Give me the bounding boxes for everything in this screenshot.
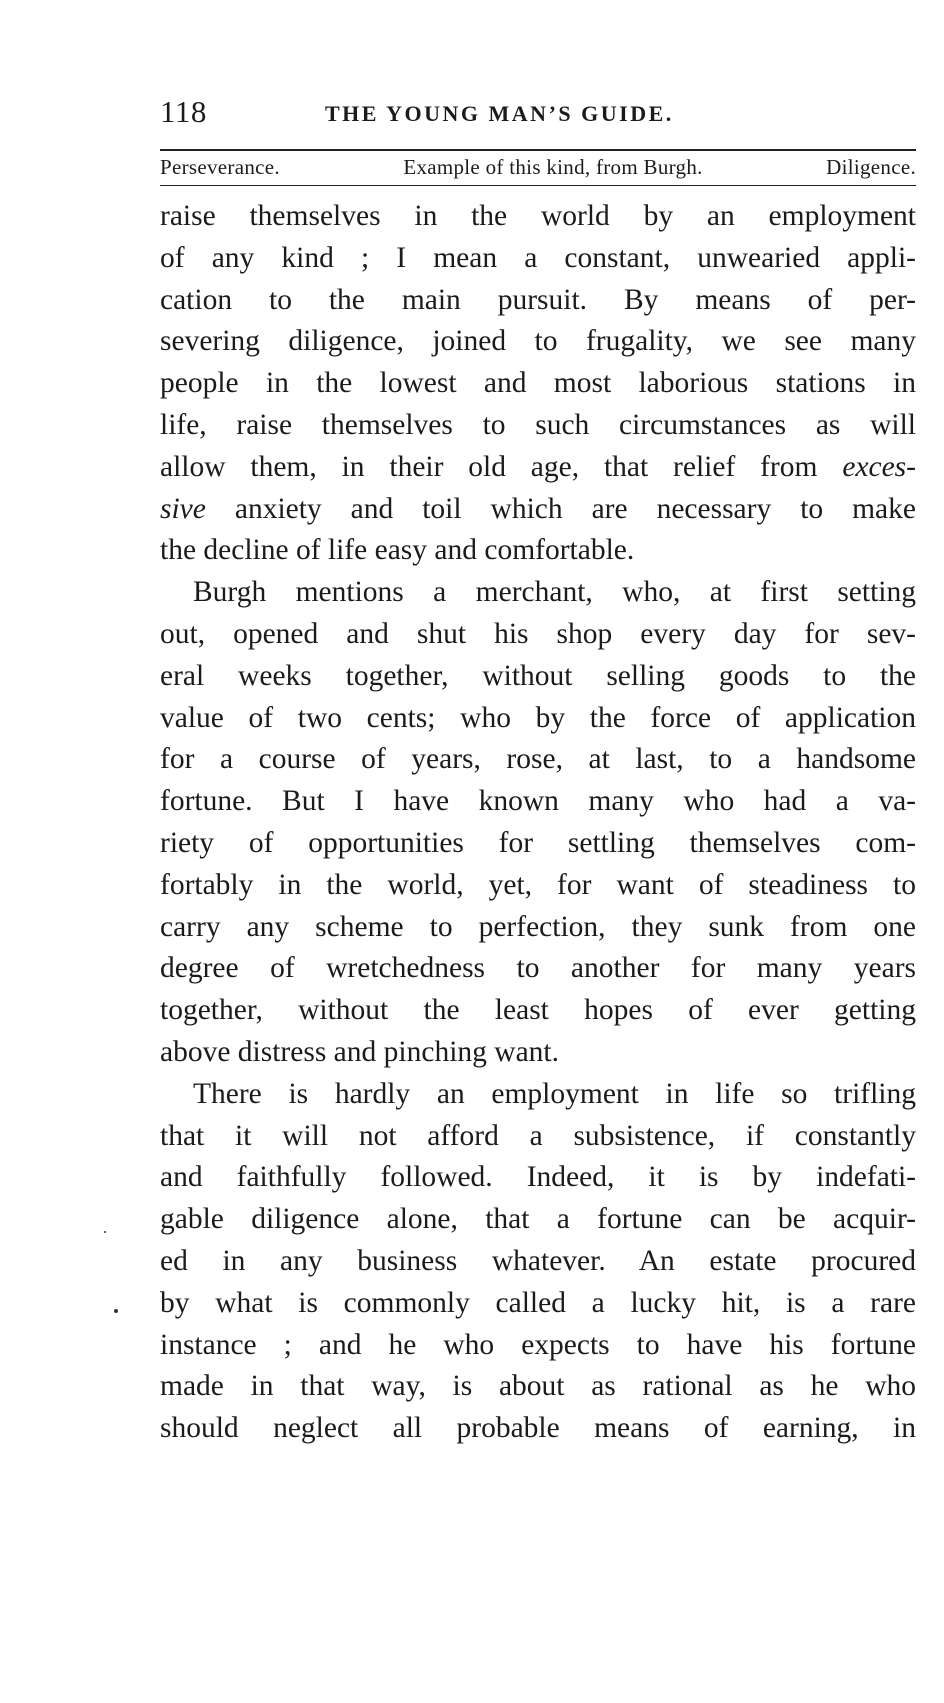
margin-mark [104,1231,106,1233]
text-line: severing diligence, joined to frugality, we see many [160,325,916,358]
text-line: out, opened and shut his shop every day for sev- [160,617,916,650]
text-line: should neglect all probable means of earning, in [160,1412,916,1445]
text-line: ed in any business whatever. An estate procured [160,1244,916,1277]
body-text [160,196,916,1450]
italic-word: exces- [842,450,916,483]
page-number: 118 [160,94,207,129]
text-line [160,447,916,489]
text-run: anxiety and toil which are necessary to make [205,492,916,525]
text-line: the decline of life easy and comfortable. [160,534,635,567]
header-rule-bottom [160,185,916,186]
subject-diligence: Diligence. [826,155,916,179]
text-line: for a course of years, rose, at last, to a handsome [160,743,916,776]
text-line: and faithfully followed. Indeed, it is by indefati- [160,1161,916,1194]
text-line: people in the lowest and most laborious stations in [160,367,916,400]
text-line: Burgh mentions a merchant, who, at first setting [193,576,916,609]
text-line: eral weeks together, without selling goods to the [160,659,916,692]
subject-perseverance: Perseverance. [160,155,280,179]
text-line: cation to the main pursuit. By means of per- [160,283,916,316]
running-title: THE YOUNG MAN’S GUIDE. [325,101,674,126]
text-line: fortune. But I have known many who had a va- [160,785,916,818]
text-run: allow them, in their old age, that relief from [160,450,843,483]
text-line: There is hardly an employment in life so trifling [193,1077,916,1110]
text-line: of any kind ; I mean a constant, unwearied appli- [160,241,916,274]
text-line: degree of wretchedness to another for many years [160,952,916,985]
text-line: gable diligence alone, that a fortune can be acquir- [160,1203,916,1236]
page-header [160,92,920,132]
text-line: made in that way, is about as rational as he who [160,1370,916,1403]
subject-example-burgh: Example of this kind, from Burgh. [403,155,703,179]
text-line: riety of opportunities for settling themselves com- [160,826,916,859]
text-line: together, without the least hopes of ever getting [160,994,916,1027]
text-line: instance ; and he who expects to have his fortune [160,1328,916,1361]
margin-mark [114,1309,118,1313]
text-line: by what is commonly called a lucky hit, is a rare [160,1286,916,1319]
text-line: raise themselves in the world by an employment [160,200,916,232]
text-line: above distress and pinching want. [160,1035,559,1068]
text-line: that it will not afford a subsistence, if constantly [160,1119,916,1152]
text-line: fortably in the world, yet, for want of steadiness to [160,868,916,901]
italic-word: sive [160,492,206,525]
text-line: carry any scheme to perfection, they sunk from one [160,910,916,943]
text-line: value of two cents; who by the force of application [160,701,916,734]
subject-headings [160,151,916,184]
text-line [160,489,916,531]
text-line: life, raise themselves to such circumstances as will [160,408,916,441]
